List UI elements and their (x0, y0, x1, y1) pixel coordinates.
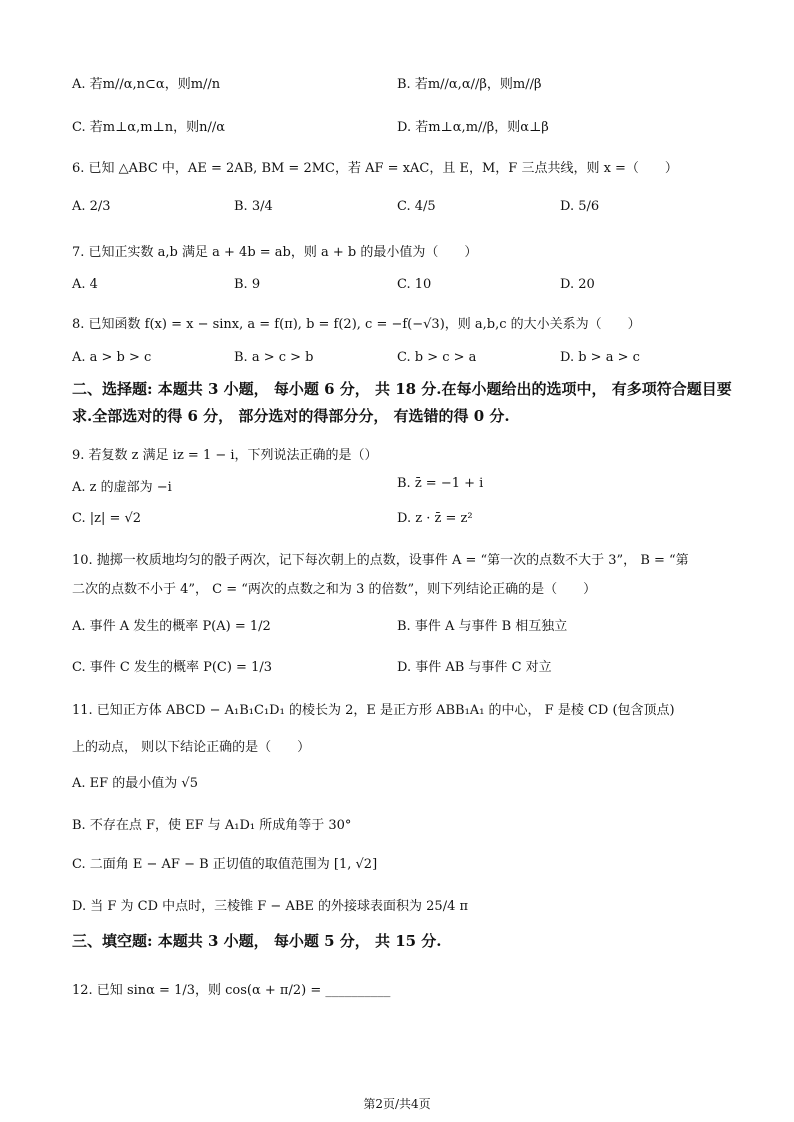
q11-option-a: A. EF 的最小值为 √5 (72, 776, 198, 791)
q9-stem: 9. 若复数 z 满足 iz = 1 − i，下列说法正确的是（） (72, 448, 378, 463)
q10-option-b: B. 事件 A 与事件 B 相互独立 (397, 619, 568, 634)
q9-option-c: C. |z| = √2 (72, 511, 142, 526)
q10-option-c: C. 事件 C 发生的概率 P(C) = 1/3 (72, 660, 273, 675)
q8-stem: 8. 已知函数 f(x) = x − sinx, a = f(π), b = f(2), c = −f(−√3)，则 a,b,c 的大小关系为（ ） (72, 317, 641, 332)
q7-option-c: C. 10 (397, 277, 432, 292)
q6-stem: 6. 已知 △ABC 中，AE = 2AB, BM = 2MC，若 AF = xAC，且 E，M，F 三点共线，则 x =（ ） (72, 161, 678, 176)
q11-stem-line2: 上的动点， 则以下结论正确的是（ ） (72, 740, 311, 755)
q10-option-a: A. 事件 A 发生的概率 P(A) = 1/2 (72, 619, 271, 634)
q5-option-d: D. 若m⊥α,m//β，则α⊥β (397, 120, 549, 135)
q8-option-c: C. b > c > a (397, 350, 477, 365)
q11-option-d: D. 当 F 为 CD 中点时，三棱锥 F − ABE 的外接球表面积为 25/4 π (72, 899, 469, 914)
q9-option-d: D. z · z̄ = z² (397, 511, 473, 526)
q6-option-a: A. 2/3 (72, 199, 111, 214)
q12-stem: 12. 已知 sinα = 1/3，则 cos(α + π/2) = __________ (72, 983, 391, 998)
q9-option-a: A. z 的虚部为 −i (72, 480, 172, 495)
q10-option-d: D. 事件 AB 与事件 C 对立 (397, 660, 552, 675)
q5-option-c: C. 若m⊥α,m⊥n，则n//α (72, 120, 226, 135)
page-footer: 第2页/共4页 (363, 1097, 431, 1111)
q5-option-a: A. 若m//α,n⊂α，则m//n (72, 77, 221, 92)
q11-option-b: B. 不存在点 F，使 EF 与 A₁D₁ 所成角等于 30° (72, 818, 352, 833)
q8-option-d: D. b > a > c (560, 350, 640, 365)
q10-stem-line1: 10. 抛掷一枚质地均匀的骰子两次，记下每次朝上的点数，设事件 A = “第一次的点数不大于 3”， B = “第 (72, 553, 689, 568)
q8-option-b: B. a > c > b (234, 350, 314, 365)
q7-option-a: A. 4 (72, 277, 98, 292)
q8-option-a: A. a > b > c (72, 350, 152, 365)
q9-option-b: B. z̄ = −1 + i (397, 476, 484, 491)
q7-option-b: B. 9 (234, 277, 261, 292)
q6-option-c: C. 4/5 (397, 199, 436, 214)
q11-stem-line1: 11. 已知正方体 ABCD − A₁B₁C₁D₁ 的棱长为 2，E 是正方形 ABB₁A₁ 的中心， F 是棱 CD (包含顶点) (72, 703, 675, 718)
section-3-heading: 三、填空题: 本题共 3 小题， 每小题 5 分， 共 15 分. (72, 932, 442, 950)
q10-stem-line2: 二次的点数不小于 4”， C = “两次的点数之和为 3 的倍数”，则下列结论正确的是（ ） (72, 582, 597, 597)
q11-option-c: C. 二面角 E − AF − B 正切值的取值范围为 [1, √2] (72, 857, 378, 872)
q7-stem: 7. 已知正实数 a,b 满足 a + 4b = ab，则 a + b 的最小值为（ ） (72, 245, 478, 260)
q7-option-d: D. 20 (560, 277, 595, 292)
section-2-heading: 二、选择题: 本题共 3 小题， 每小题 6 分， 共 18 分.在每小题给出的选项中， 有多项符合题目要求.全部选对的得 6 分， 部分选对的得部分分， 有选错的得 0 分. (72, 380, 732, 425)
q5-option-b: B. 若m//α,α//β，则m//β (397, 77, 542, 92)
q6-option-b: B. 3/4 (234, 199, 273, 214)
q6-option-d: D. 5/6 (560, 199, 600, 214)
